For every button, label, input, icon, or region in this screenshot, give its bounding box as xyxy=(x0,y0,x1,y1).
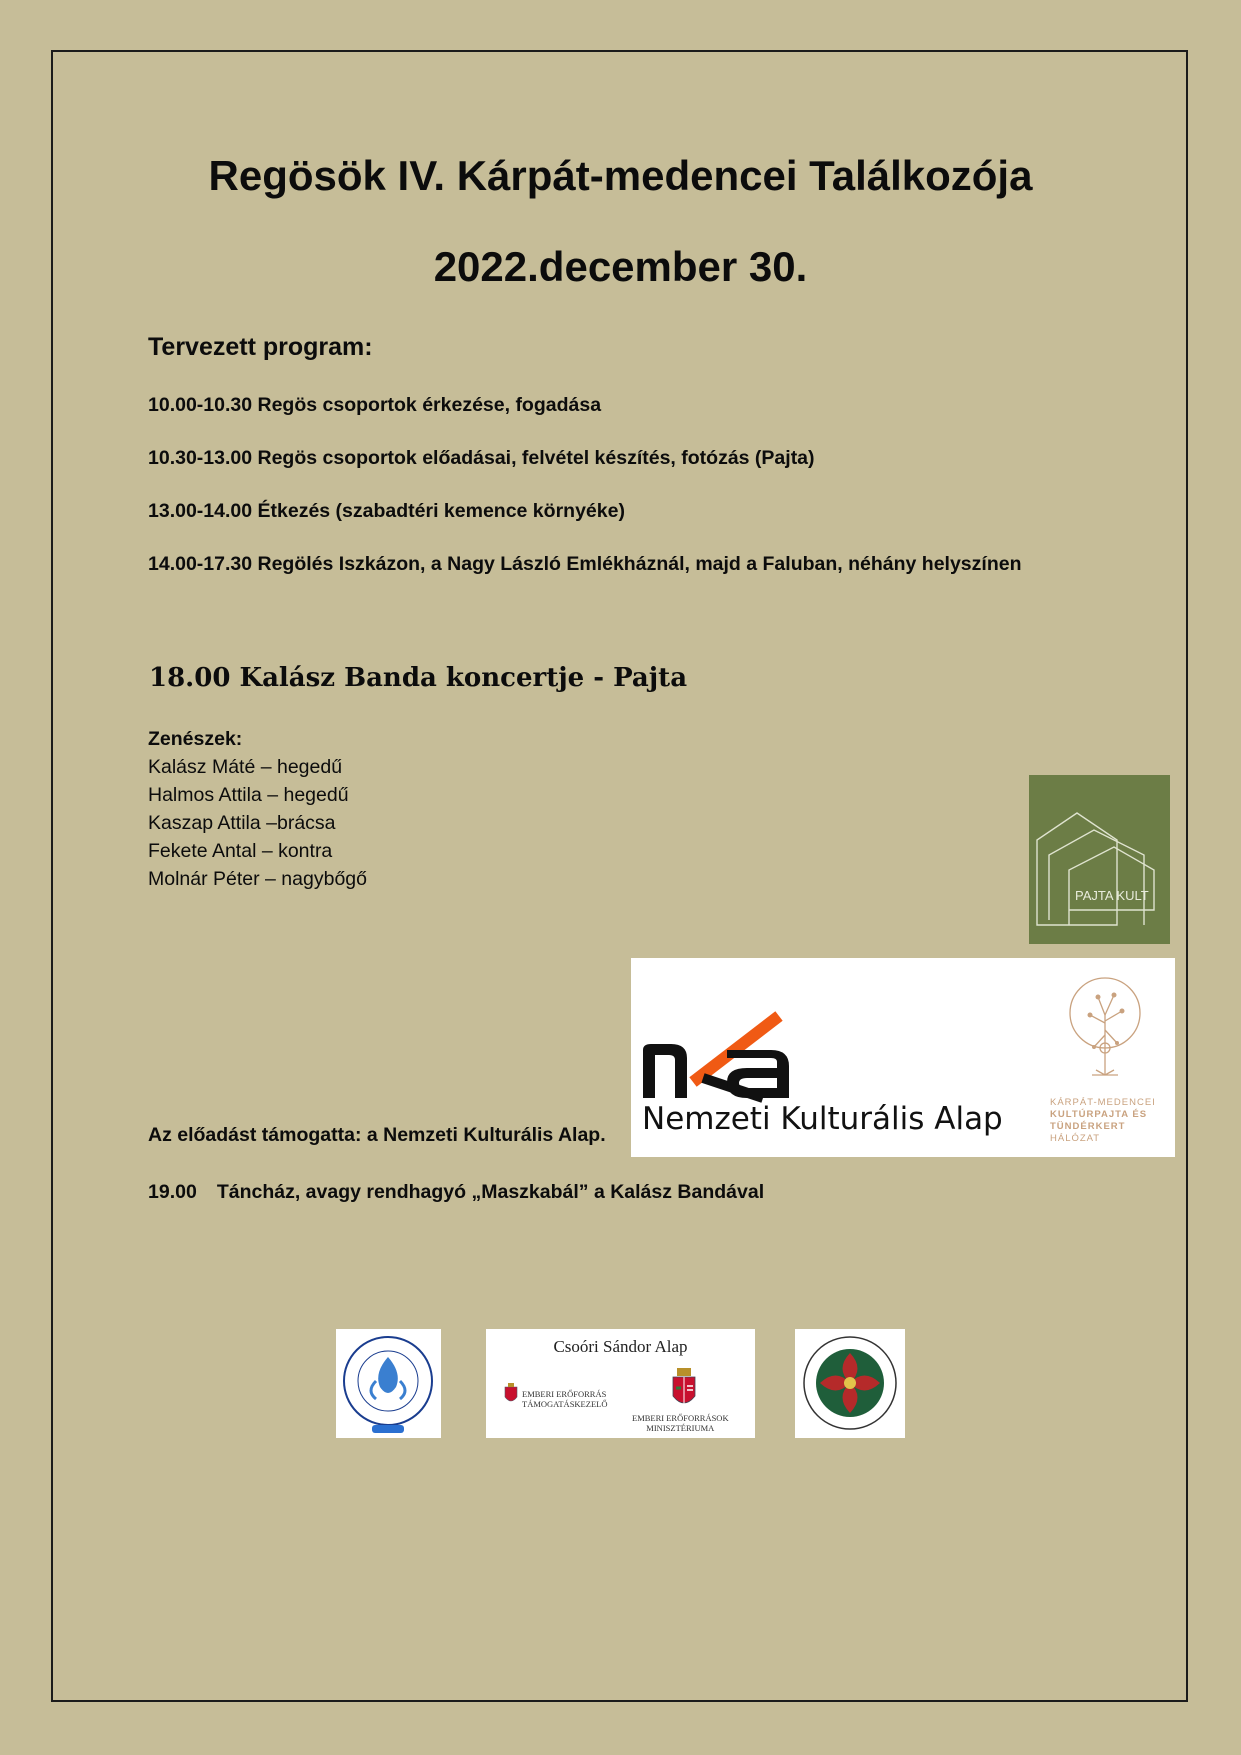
emet-label xyxy=(522,1389,607,1409)
program-item: 10.30-13.00 Regös csoportok előadásai, felvétel készítés, fotózás (Pajta) xyxy=(148,447,815,469)
csoori-title: Csoóri Sándor Alap xyxy=(553,1337,688,1356)
musician-item: Halmos Attila – hegedű xyxy=(148,784,349,806)
program-item: 14.00-17.30 Regölés Iszkázon, a Nagy László Emlékháznál, majd a Faluban, néhány helyszínen xyxy=(148,553,1022,575)
emet-line: TÁMOGATÁSKEZELŐ xyxy=(522,1399,608,1409)
emmi-line: EMBERI ERŐFORRÁSOK xyxy=(632,1413,729,1423)
emmi-line: MINISZTÉRIUMA xyxy=(646,1423,715,1433)
association-seal-icon xyxy=(336,1329,441,1438)
musicians-list xyxy=(148,725,367,893)
small-coat-of-arms-icon xyxy=(504,1383,518,1405)
tunderkert-line: KÁRPÁT-MEDENCEI xyxy=(1050,1097,1156,1108)
tunderkert-line: HÁLÓZAT xyxy=(1050,1133,1101,1144)
coat-of-arms-icon xyxy=(671,1368,697,1410)
tanchaz-time: 19.00 xyxy=(148,1181,197,1203)
folk-ornament-seal-icon xyxy=(795,1329,905,1438)
emmi-label xyxy=(632,1413,729,1433)
nka-name: Nemzeti Kulturális Alap xyxy=(642,1101,1003,1137)
emet-line: EMBERI ERŐFORRÁS xyxy=(522,1389,607,1399)
tanchaz-item xyxy=(148,1181,764,1204)
tunderkert-line: TÜNDÉRKERT xyxy=(1050,1121,1126,1132)
tunderkert-line: KULTÚRPAJTA ÉS xyxy=(1050,1109,1148,1120)
elo-forras-logo xyxy=(336,1329,441,1438)
program-item: 10.00-10.30 Regös csoportok érkezése, fogadása xyxy=(148,394,602,416)
program-item: 13.00-14.00 Étkezés (szabadtéri kemence környéke) xyxy=(148,500,625,522)
support-note: Az előadást támogatta: a Nemzeti Kulturális Alap. xyxy=(148,1124,606,1146)
event-date: 2022.december 30. xyxy=(433,243,808,290)
musician-item: Fekete Antal – kontra xyxy=(148,840,333,862)
musician-item: Kalász Máté – hegedű xyxy=(148,756,343,778)
tree-logo-icon xyxy=(1064,975,1146,1085)
tunderkert-label xyxy=(1050,1097,1170,1145)
pajta-kult-logo xyxy=(1029,775,1170,944)
tanchaz-text: Táncház, avagy rendhagyó „Maszkabál” a Kalász Bandával xyxy=(216,1181,765,1203)
event-title: Regösök IV. Kárpát-medencei Találkozója xyxy=(208,152,1033,199)
program-heading: Tervezett program: xyxy=(148,333,373,361)
musician-item: Molnár Péter – nagybőgő xyxy=(148,868,367,890)
concert-heading: 18.00 Kalász Banda koncertje - Pajta xyxy=(149,663,688,693)
barn-outline-icon xyxy=(1029,775,1170,944)
pajta-kult-label: PAJTA KULT xyxy=(1075,888,1149,903)
musicians-heading: Zenészek: xyxy=(148,728,243,750)
musician-item: Kaszap Attila –brácsa xyxy=(148,812,336,834)
hagyomanyok-haza-logo xyxy=(795,1329,905,1438)
